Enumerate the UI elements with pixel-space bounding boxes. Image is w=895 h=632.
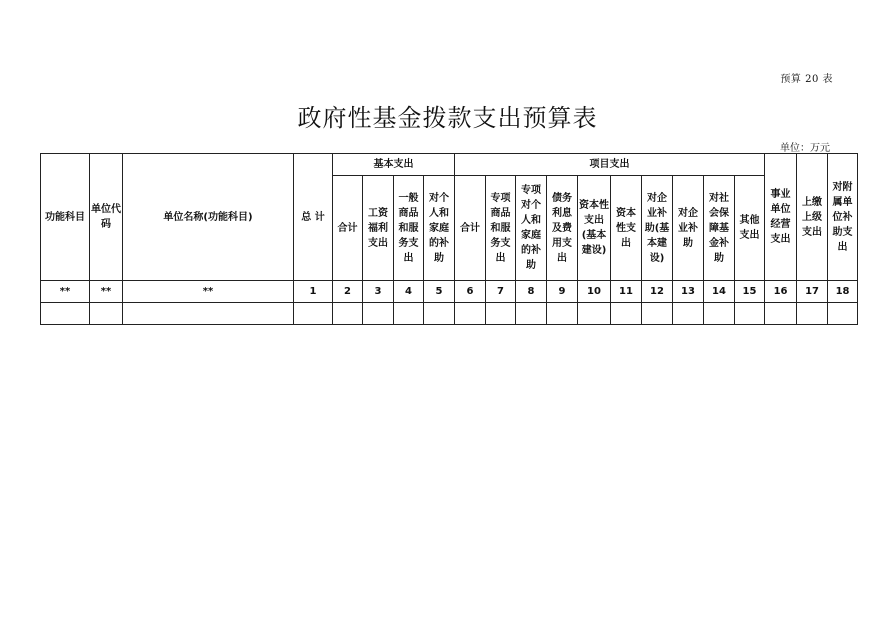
data-cell: [394, 303, 424, 325]
header-basic-col: 合计: [333, 176, 363, 281]
data-cell: [123, 303, 294, 325]
number-cell: 8: [516, 281, 547, 303]
header-project-col: 对社会保障基金补助: [704, 176, 735, 281]
header-project-col: 资本性支出: [611, 176, 642, 281]
header-basic-group: 基本支出: [333, 154, 455, 176]
header-project-col: 对企业补助: [673, 176, 704, 281]
header-total: 总 计: [294, 154, 333, 281]
data-cell: [516, 303, 547, 325]
number-cell: 5: [424, 281, 455, 303]
page-title: 政府性基金拨款支出预算表: [297, 104, 598, 132]
header-project-group: 项目支出: [455, 154, 765, 176]
data-cell: [363, 303, 394, 325]
data-cell: [642, 303, 673, 325]
table-row: [41, 303, 858, 325]
data-cell: [41, 303, 90, 325]
header-function-subject: 功能科目: [41, 154, 90, 281]
budget-table: [40, 153, 858, 325]
data-cell: [455, 303, 486, 325]
number-cell: 12: [642, 281, 673, 303]
number-cell: 10: [578, 281, 611, 303]
number-cell: 11: [611, 281, 642, 303]
number-cell: 14: [704, 281, 735, 303]
unit-label: 单位：万元: [780, 143, 830, 154]
header-project-col: 专项对个人和家庭的补助: [516, 176, 547, 281]
header-basic-col: 对个人和家庭的补助: [424, 176, 455, 281]
data-cell: [294, 303, 333, 325]
data-cell: [547, 303, 578, 325]
number-cell: 2: [333, 281, 363, 303]
number-cell: 4: [394, 281, 424, 303]
data-cell: [578, 303, 611, 325]
header-project-col: 其他支出: [735, 176, 765, 281]
number-cell: 6: [455, 281, 486, 303]
table-row: [41, 281, 858, 303]
header-basic-col: 一般商品和服务支出: [394, 176, 424, 281]
data-cell: [611, 303, 642, 325]
number-cell: **: [90, 281, 123, 303]
form-number: 预算 20 表: [780, 74, 833, 85]
data-cell: [486, 303, 516, 325]
number-cell: 7: [486, 281, 516, 303]
number-cell: 18: [828, 281, 858, 303]
number-cell: **: [123, 281, 294, 303]
number-cell: 17: [797, 281, 828, 303]
data-cell: [333, 303, 363, 325]
data-cell: [673, 303, 704, 325]
header-business: 事业单位经营支出: [765, 154, 797, 281]
header-upper: 上缴上级支出: [797, 154, 828, 281]
number-cell: 13: [673, 281, 704, 303]
header-project-col: 债务利息及费用支出: [547, 176, 578, 281]
header-project-col: 对企业补助(基本建设): [642, 176, 673, 281]
data-cell: [765, 303, 797, 325]
data-cell: [828, 303, 858, 325]
number-cell: 15: [735, 281, 765, 303]
header-unit-code: 单位代码: [90, 154, 123, 281]
header-project-col: 资本性支出(基本建设): [578, 176, 611, 281]
number-cell: 1: [294, 281, 333, 303]
data-cell: [735, 303, 765, 325]
data-cell: [704, 303, 735, 325]
data-cell: [797, 303, 828, 325]
header-basic-col: 工资福利支出: [363, 176, 394, 281]
number-cell: 16: [765, 281, 797, 303]
header-unit-name: 单位名称(功能科目): [123, 154, 294, 281]
data-cell: [90, 303, 123, 325]
header-affiliated: 对附属单位补助支出: [828, 154, 858, 281]
header-project-col: 合计: [455, 176, 486, 281]
number-cell: **: [41, 281, 90, 303]
number-cell: 9: [547, 281, 578, 303]
data-cell: [424, 303, 455, 325]
header-project-col: 专项商品和服务支出: [486, 176, 516, 281]
number-cell: 3: [363, 281, 394, 303]
